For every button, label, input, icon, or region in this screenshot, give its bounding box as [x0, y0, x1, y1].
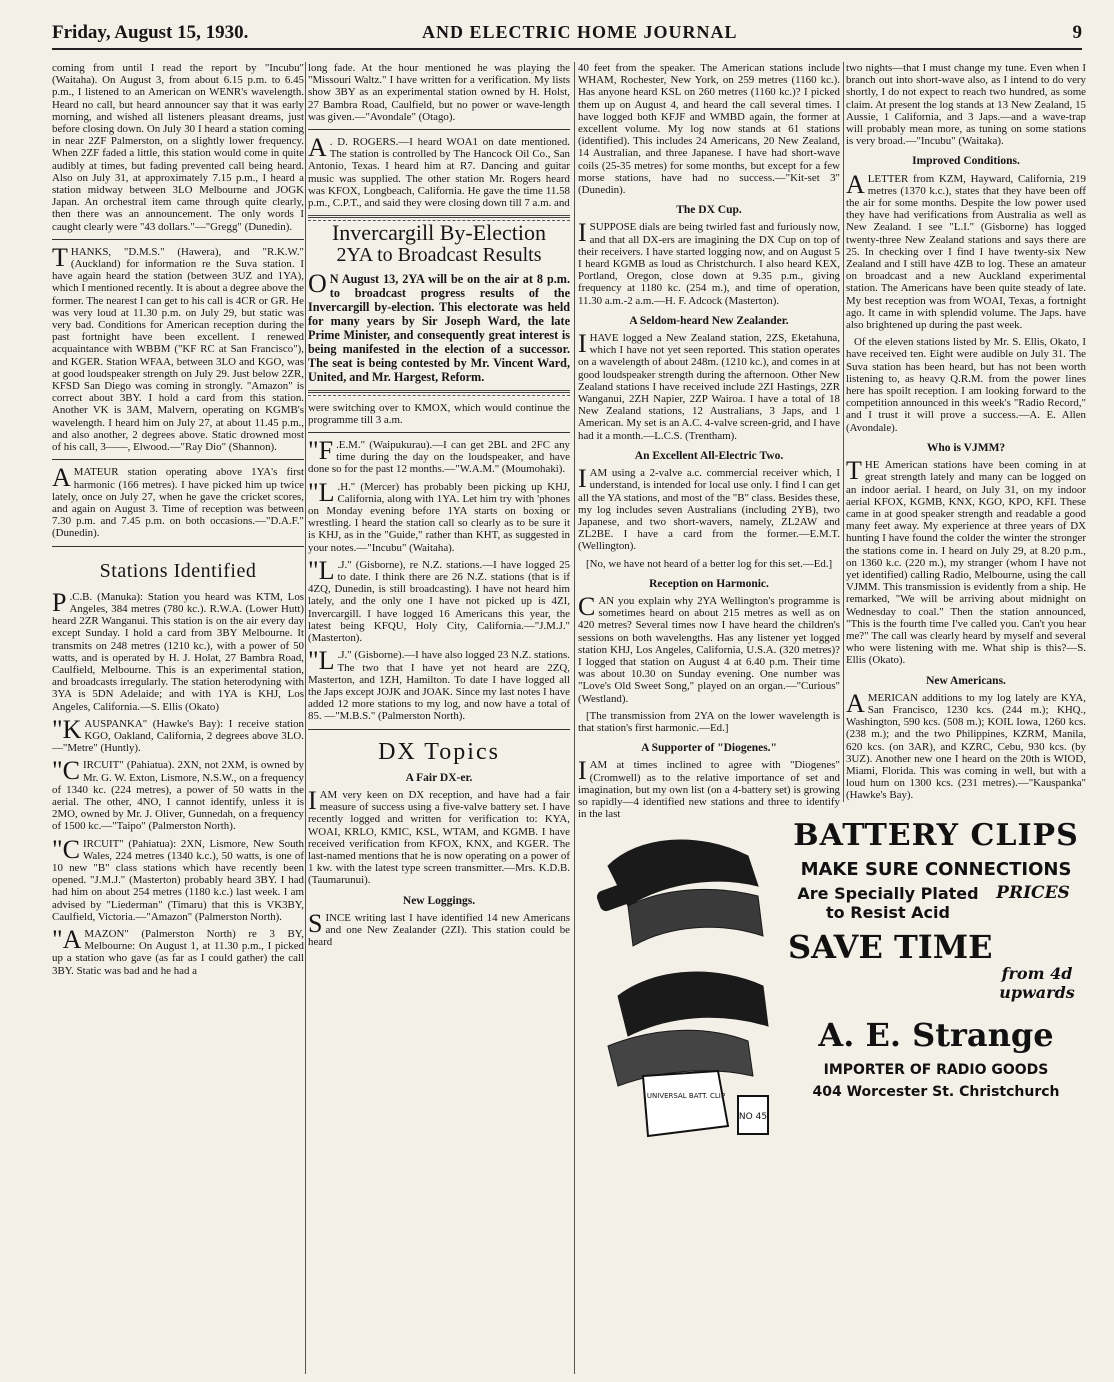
- article-paragraph: [578, 591, 840, 705]
- article-paragraph: [308, 477, 570, 554]
- paragraph-text: MATEUR station operating above 1YA's first harmonic (166 metres). I have picked him up twice lately, once on July 27, when he gave the cricket scores, and again on August 3. Time of reception was between 7.30 p.m. and 7.45 p.m. on both occasions.—"D.A.F." (Dunedin).: [52, 466, 304, 540]
- paragraph-text: MAZON" (Palmerston North) re 3 BY, Melbourne: On August 1, at 11.30 p.m., I picked up a station who gave (as far as I could gather) the call 3BY. Static was bad and he had a: [52, 928, 304, 977]
- box-paragraph: [308, 268, 570, 384]
- paragraph-text: SUPPOSE dials are being twirled fast and furiously now, and that all DX-ers are imagining the DX Cup on top of their receivers. I have started logging now, and on August 5 I heard KGMB as loud as Christchurch. I also heard KEX, Portland, Oregon, close down at 9.35 p.m., giving frequency at 1180 kc. (254 m.), and time of operation, 11.30 a.m.-2 a.m.—H. F. Adcock (Masterton).: [578, 221, 840, 307]
- clip-number-text: NO 45: [738, 1112, 768, 1122]
- drop-cap: I: [578, 329, 587, 359]
- drop-cap: S: [308, 908, 323, 938]
- subheading: New Americans.: [926, 674, 1006, 687]
- box-border: [308, 390, 570, 396]
- article-paragraph: [308, 555, 570, 645]
- paragraph-text: LETTER from KZM, Hayward, California, 219 metres (1370 k.c.), states that they have been off the air for some months. Despite the low power used they have had verifications from Australia as well as New Zealand. I see "L.I." (Gisborne) has logged twenty-three New Zealand stations and says there are 25. In checking over I find I have twenty-six New Zealand and I still have 4ZB to log. These an amateur on broadcast and a new Auckland experimental station. The Americans have been quite steady of late. My best reception was from WOAI, Texas, a fortnight ago. It came in with splendid volume. The Japs. have also brightened up during the past week.: [846, 172, 1086, 332]
- ad-importer: IMPORTER OF RADIO GOODS: [823, 1062, 1049, 1078]
- article-paragraph: [52, 925, 304, 977]
- paragraph-text: AUSPANKA" (Hawke's Bay): I receive station KGO, Oakland, California, 2 degrees above 3LO.—"Metre" (Huntly).: [52, 717, 304, 755]
- article-paragraph: coming from until I read the report by "Incubu" (Waitaha). On August 3, from about 6.15 p.m. to 6.45 p.m., I listened to an American on WENR's wavelength. Heard no call, but heard announcer say that it was early morning, and wished all listeners pleasant dreams, just before closing down. On July 30 I heard a station coming in near 2ZF Palmerston, on a slightly lower frequency. When 2ZF faded a little, this station would come in quite audibly at times, but fading prevented call being heard. Also on July 31, at approximately 7.15 p.m., I heard a station midway between 3LO Melbourne and JOGK Japan. An orchestral item came through quite clearly, then there was an announcement. The only words I caught clearly were "43 dollars."—"Gregg" (Dunedin).: [52, 62, 304, 233]
- article-paragraph: [578, 218, 840, 307]
- ad-plated: Are Specially Plated to Resist Acid: [797, 884, 979, 922]
- article-paragraph: [52, 714, 304, 755]
- drop-cap: I: [578, 464, 587, 494]
- column-2: [308, 62, 570, 1374]
- drop-cap: A: [52, 463, 71, 493]
- paragraph-text: N August 13, 2YA will be on the air at 8 p.m. to broadcast progress results of the Invercargill by-election. This electorate was held for many years by Sir Joseph Ward, the late Prime Minister, and consequently great interest is being manifested in the election of a successor. The seat is being contested by Mr. Vincent Ward, United, and Mr. Hargest, Reform.: [308, 271, 570, 384]
- ad-address: 404 Worcester St. Christchurch: [812, 1084, 1060, 1100]
- article-paragraph: Of the eleven stations listed by Mr. S. Ellis, Okato, I have received ten. Eight were audible on July 31. The Suva station has been heard, but has not been worth listening to, as heavy Q.R.M. from the power lines here has spoilt reception. I am looking forward to the competition announced in this week's "Radio Record," and I trust it will prove a success.—A. E. Allen (Avondale).: [846, 336, 1086, 434]
- paragraph-text: AM at times inclined to agree with "Diogenes" (Cromwell) as to the relative importance of set and imagination, but my own list (on a 4-battery set) is growing so rapidly—4 identified new stations and three to identify in the last: [578, 759, 840, 821]
- paragraph-text: .H." (Mercer) has probably been picking up KHJ, California, along with 1YA. Let him try with 'phones on Monday evening before 1YA starts on boxing or wrestling. I heard the station call so clearly as to be sure it is KHJ, as in the "Guide," rather than KHT, as suggested in your notes.—"Incubu" (Waitaha).: [308, 480, 570, 554]
- article-paragraph: [52, 834, 304, 923]
- column-3: [578, 62, 840, 821]
- subheading: Who is VJMM?: [926, 441, 1006, 454]
- issue-date: Friday, August 15, 1930.: [52, 22, 249, 43]
- ad-headline: BATTERY CLIPS: [793, 818, 1079, 853]
- article-paragraph: [846, 688, 1086, 802]
- clip-label-icon: [643, 1071, 728, 1136]
- ad-prices: PRICES: [996, 883, 1070, 903]
- drop-cap: A: [846, 169, 865, 199]
- clip-label-text: UNIVERSAL BATT. CLIP: [646, 1092, 726, 1100]
- paragraph-text: MERICAN additions to my log lately are KYA, San Francisco, 1230 kcs. (244 m.); KHQ., Washington, 590 kcs. (508 m.); KOIL Iowa, 1260 kcs. (238 m.); and the two Philippines, KZRM, Manila, 620 kcs. (on 3AR), and KZRC, Cebu, 930 kcs. (by 3UZ). Another new one I heard on the 20th is WIOD, Miami, Florida. This was coming in well, but with a loud hum on 1300 kcs. (231 metres).—"Kauspanka" (Hawke's Bay).: [846, 691, 1086, 802]
- article-paragraph: [578, 464, 840, 553]
- drop-cap: A: [308, 133, 327, 163]
- article-paragraph: [308, 785, 570, 887]
- paragraph-text: AM very keen on DX reception, and have had a fair measure of success using a five-valve battery set. I have recently logged and written for verification to: KYA, WOAI, KRLO, KMIC, KSL, WTAM, and KGMB. I have received verification from KFOX, KNX, and KGER. The last-named mentions that he is now operating on a power of 1 kw. with the latest type screen transmitter.—Mrs. K.D.B. (Taumarunui).: [308, 788, 570, 887]
- editor-note: [No, we have not heard of a better log for this set.—Ed.]: [586, 557, 833, 570]
- article-paragraph: [846, 169, 1086, 332]
- drop-cap: "K: [52, 714, 82, 744]
- article-paragraph: [52, 587, 304, 713]
- paragraph-text: IRCUIT" (Pahiatua). 2XN, not 2XM, is owned by Mr. G. W. Exton, Lismore, N.S.W., on a frequency of 1340 kc. (224 metres), a power of 50 watts in the aerial. The other, 4NO, I cannot identify, unless it is 2MO, owned by Mr. J. Oliver, Gunnedah, on a frequency of 1500 kc.—"Taipo" (Palmerston North).: [52, 759, 304, 833]
- paragraph-text: . D. ROGERS.—I heard WOA1 on date mentioned. The station is controlled by The Hancock Oil Co., San Antonio, Texas. I heard him at R7. Dancing and guitar music was supplied. The other station Mr. Rogers heard was KFOX, Longbeach, California. He gave the time 11.58 p.m., C.P.T., and said they were closing down till 7 a.m. and: [308, 136, 570, 210]
- paragraph-text: .J." (Gisborne).—I have also logged 23 N.Z. stations. The two that I have yet not heard are 2ZQ, Masterton, and 1ZH, Hamilton. To date I have logged all the Japs except JOJK and JOAK. Since my last notes I have added 12 more stations to my log, and now have a total of 85. —"M.B.S." (Palmerston North).: [308, 649, 570, 723]
- drop-cap: A: [846, 688, 865, 718]
- drop-cap: T: [846, 456, 862, 486]
- column-rule: [305, 62, 306, 1374]
- subheading: The DX Cup.: [676, 204, 742, 217]
- divider: [52, 459, 304, 460]
- divider: [308, 129, 570, 130]
- page-header: [52, 20, 1082, 50]
- article-paragraph: [578, 756, 840, 821]
- paragraph-text: .E.M." (Waipukurau).—I can get 2BL and 2FC any time during the day on the loudspeaker, and have done so for the past 12 months.—"W.A.M." (Moumohaki).: [308, 439, 570, 476]
- subheading: New Loggings.: [402, 894, 476, 907]
- paragraph-text: HE American stations have been coming in at great strength lately and many can be logged on an indoor aerial. I heard, on July 31, on my indoor aerial KFOX, KGMB, KNX, KGO, KPO, KFI. These came in at good speaker strength and readable a good many feet away. My experience at three years of DX hunting I have found the colder the winter the stronger the stations come in. I heard on July 29, at 8.20 p.m., on 1360 k.c. (220 m.), my stranger (whom I have not yet identified) calling Radio, Melbourne, using the call VJMM. This transmission is evidently from a ship. He remarked, "We will be arriving about midnight on Wednesday to coal." Then the station announced, "This is the fourth time I've called you. Can't you hear me?" The call was clearly heard by myself and several who were listening with me. What ship is this?—S. Ellis (Okato).: [846, 459, 1086, 667]
- ad-from-price: from 4d upwards: [999, 964, 1075, 1002]
- column-1: [52, 62, 304, 1374]
- drop-cap: "C: [52, 834, 80, 864]
- article-paragraph: [52, 463, 304, 540]
- article-paragraph: [308, 133, 570, 210]
- drop-cap: "F: [308, 436, 334, 466]
- clip-body-icon: [618, 972, 768, 1036]
- article-paragraph: long fade. At the hour mentioned he was playing the "Missouri Waltz." I have written for a verification. My lists show 3BY as an experimental station owned by H. Holst, 27 Bambra Road, Caulfield, but no power or wave-length was given.—"Avondale" (Otago).: [308, 62, 570, 123]
- divider: [52, 546, 304, 547]
- drop-cap: "L: [308, 477, 335, 507]
- drop-cap: T: [52, 242, 68, 272]
- section-heading: Stations Identified: [99, 559, 257, 582]
- ad-save-time: SAVE TIME: [788, 928, 993, 966]
- drop-cap: "C: [52, 756, 80, 786]
- divider: [308, 432, 570, 433]
- drop-cap: O: [308, 268, 327, 298]
- paragraph-text: HAVE logged a New Zealand station, 2ZS, Eketahuna, which I have not yet seen reported. This station operates on a wavelength of about 248m. (1210 kc.), and comes in at good loudspeaker strength during the afternoon. Other New Zealand stations I have received include 2ZI Hastings, 2ZR Wanganui, 2ZH Napier, 2ZP Wairoa. I have a total of 18 New Zealand stations, 12 Australians, 3 Japs, and 1 American. My set is an A.C. 4-valve screen-grid, and I have had it a month.—L.C.S. (Trentham).: [578, 332, 840, 442]
- paragraph-text: AM using a 2-valve a.c. commercial receiver which, I understand, is intended for local use only. I find I can get all the YA stations, and most of the "B" class. Besides these, my log includes seven Australians (including 2YB), two Japanese, and two short-wavers, namely, ZL2AW and ZL2BE. I have a card from the former.—E.M.T. (Wellington).: [578, 467, 840, 553]
- battery-clip-illustration: [588, 826, 778, 1156]
- subheading: An Excellent All-Electric Two.: [634, 449, 784, 462]
- paragraph-text: HANKS, "D.M.S." (Hawera), and "R.K.W." (Auckland) for information re the Suva station. I have again heard the station (between 3UZ and 1YA), which I mentioned recently. It is about a degree above the former. The nearest I can get to his call is 4CR or GR. He was very loud at 11.30 p.m. on July 29, but static was very bad. Conditions for American reception during the past fortnight have been excellent. I renewed acquaintance with WBBM ("KF RC at San Francisco"), and KGER. Station WFAA, between 3LO and KGO, was at good loudspeaker strength on July 29. Just below 2ZR, KFSD San Diego was coming in strongly. "Amazon" is correct about 3BY. I hold a card from this station. Another VK is 3AM, Malvern, operating on KGMB's wavelength. I heard him on July 27, at about 11.45 p.m., and also another, 2 degrees above. Static drowned most of his call, 3——, Elwood.—"Ray Dio" (Shannon).: [52, 245, 304, 454]
- drop-cap: I: [578, 218, 587, 248]
- article-paragraph: [308, 908, 570, 949]
- drop-cap: I: [308, 785, 317, 815]
- drop-cap: C: [578, 591, 596, 621]
- subheading: A Supporter of "Diogenes.": [641, 742, 777, 755]
- paragraph-text: AN you explain why 2YA Wellington's programme is sometimes heard on about 215 metres as well as on 420 metres? Several times now I have heard the children's sessions on both wavelengths. Has any listener yet logged station KHJ, Los Angeles, California, U.S.A. (320 metres)? I logged that station on August 4 at 6.40 p.m. Their time was about 10.30 on Sunday evening. One number was "Love's Old Sweet Song," played on an organ.—"Curious" (Westland).: [578, 594, 840, 705]
- paragraph-text: .C.B. (Manuka): Station you heard was KTM, Los Angeles, 384 metres (780 kc.). R.W.A. (Lower Hutt) heard 2ZR Wanganui. This station is on the air every day except Sunday. I hold a card from 3BY Melbourne. It transmits on 248 metres (1210 kc.), with a power of 50 watts, and is operated by H. J. Holat, 27 Bambra Road, Caulfield, Melbourne. This is an experimental station, and broadcasts irregularly. The station heterodyning with 3YA is 5DN Adelaide; and with 1YA is KHJ, Los Angeles, California.—S. Ellis (Okato): [52, 590, 304, 713]
- battery-clips-advertisement: [580, 818, 1084, 1370]
- ad-tagline: MAKE SURE CONNECTIONS: [800, 859, 1072, 880]
- drop-cap: P: [52, 587, 67, 617]
- column-rule: [843, 62, 844, 802]
- drop-cap: I: [578, 756, 587, 786]
- section-heading: DX Topics: [378, 738, 500, 765]
- ad-text-block: [788, 818, 1084, 1100]
- drop-cap: "A: [52, 925, 82, 954]
- subheading: A Fair DX-er.: [405, 771, 473, 784]
- subheading: A Seldom-heard New Zealander.: [629, 314, 789, 327]
- subheading: Reception on Harmonic.: [649, 577, 769, 590]
- ad-row: [788, 928, 1084, 1002]
- subheading: Improved Conditions.: [912, 155, 1020, 168]
- divider: [52, 239, 304, 240]
- column-rule: [574, 62, 575, 1374]
- journal-title: AND ELECTRIC HOME JOURNAL: [422, 22, 738, 42]
- article-paragraph: [52, 242, 304, 454]
- article-paragraph: [578, 329, 840, 442]
- article-paragraph: [308, 436, 570, 476]
- article-paragraph: [846, 456, 1086, 667]
- divider: [308, 729, 570, 730]
- page-number: 9: [1072, 22, 1082, 43]
- article-paragraph: [52, 756, 304, 833]
- article-paragraph: [308, 646, 570, 723]
- article-paragraph: were switching over to KMOX, which would continue the programme till 3 a.m.: [308, 401, 570, 426]
- column-4: [846, 62, 1086, 802]
- drop-cap: "L: [308, 646, 335, 676]
- drop-cap: "L: [308, 555, 335, 585]
- article-paragraph: two nights—that I must change my tune. Even when I branch out into short-wave also, as I intend to do very shortly, I do not expect to reach two hundred, as some claim. At present the log stands at 13 New Zealand, 15 Aussie, 1 California, and 3 Japs.—and a wave-trap will probably mean more, as tuning on some stations is very broad.—"Incubu" (Waitaka).: [846, 62, 1086, 148]
- box-subtitle: 2YA to Broadcast Results: [336, 244, 542, 267]
- ad-company-name: A. E. Strange: [818, 1016, 1054, 1054]
- box-title: Invercargill By-Election: [331, 220, 547, 246]
- paragraph-text: IRCUIT" (Pahiatua): 2XN, Lismore, New South Wales, 224 metres (1340 k.c.), 50 watts, is one of 10 new "B" class stations which have recently been opened. "J.M.J." (Masterton) probably heard 3BY. I had had him on about 254 metres (1180 k.c.) last week. I am advised by "Liederman" (Timaru) that this is VK3BY, Caulfield, Victoria.—"Amazon" (Palmerston North).: [52, 837, 304, 923]
- paragraph-text: .J." (Gisborne), re N.Z. stations.—I have logged 25 to date. I think there are 26 N.Z. stations (that is if 4ZQ, Dunedin, is still broadcasting). I have not heard him lately, and the only one I have not picked up is 4ZI, Invercargill. I have logged 16 Americans this year, the latest being KFQU, Holy City, California.—"J.M.J." (Masterton).: [308, 558, 570, 645]
- paragraph-text: INCE writing last I have identified 14 new Americans and one New Zealander (2ZI). This station could be heard: [308, 911, 570, 949]
- editor-note: [The transmission from 2YA on the lower wavelength is that station's first harmonic.—Ed.]: [578, 709, 840, 734]
- article-paragraph: 40 feet from the speaker. The American stations include WHAM, Rochester, New York, on 259 metres (1160 kc.). Has anyone heard KSL on 260 metres (1160 kc.)? I picked them up on August 4, and heard the call several times. I have logged both KFJF and WMBD again, the former at excellent volume. My log now stands at 61 stations (identified). This includes 24 Americans, 20 New Zealand, 14 Australian, and three Japanese. I have had short-wave coils (25-35 metres) for some months, but except for a few morse stations, have had no success.—"Kit-set 3" (Dunedin).: [578, 62, 840, 197]
